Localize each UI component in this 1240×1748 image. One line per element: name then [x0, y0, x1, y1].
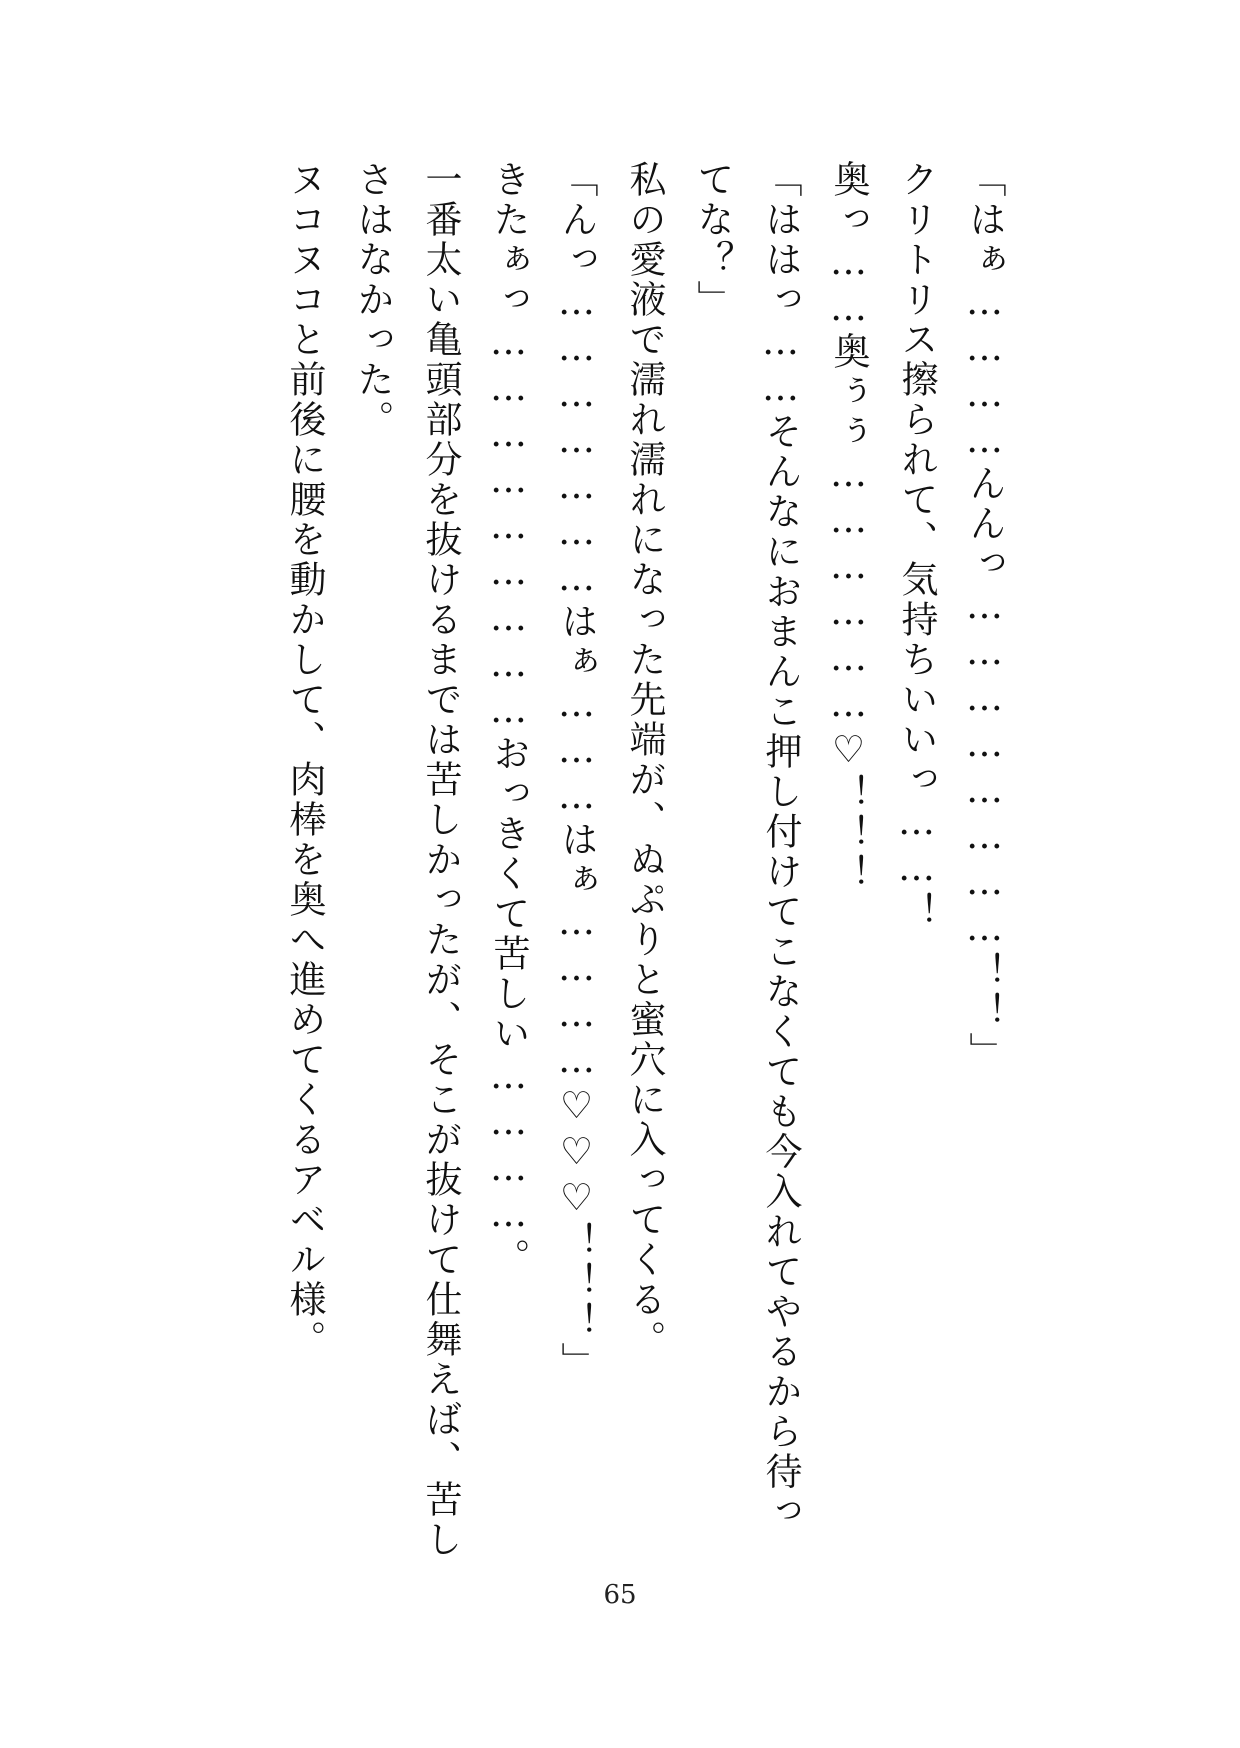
text-line: きたぁっ………………………おっきくて苦しい…………。 [487, 160, 530, 1278]
text-line: ヌコヌコと前後に腰を動かして、肉棒を奥へ進めてくるアベル様。 [283, 160, 326, 1360]
page-number: 65 [603, 1580, 637, 1610]
vertical-text-body [270, 160, 1018, 1560]
text-line: 「んっ…………………はぁ………はぁ…………♡♡♡！！！」 [555, 160, 598, 1382]
text-line: 私の愛液で濡れ濡れになった先端が、ぬぷりと蜜穴に入ってくる。 [623, 160, 666, 1360]
text-line: 一番太い亀頭部分を抜けるまでは苦しかったが、そこが抜けて仕舞えば、苦しさはなかった。 [351, 160, 462, 1560]
text-line: 奥っ……奥ぅぅ………………♡！！！ [827, 160, 870, 894]
text-line: 「ははっ……そんなにおまんこ押し付けてこなくても今入れてやるから待ってな？」 [691, 160, 802, 1532]
text-line: 「はぁ…………んんっ……………………！！」 [963, 160, 1006, 1072]
text-line: クリトリス擦られて、気持ちいいっ……！ [895, 160, 938, 932]
